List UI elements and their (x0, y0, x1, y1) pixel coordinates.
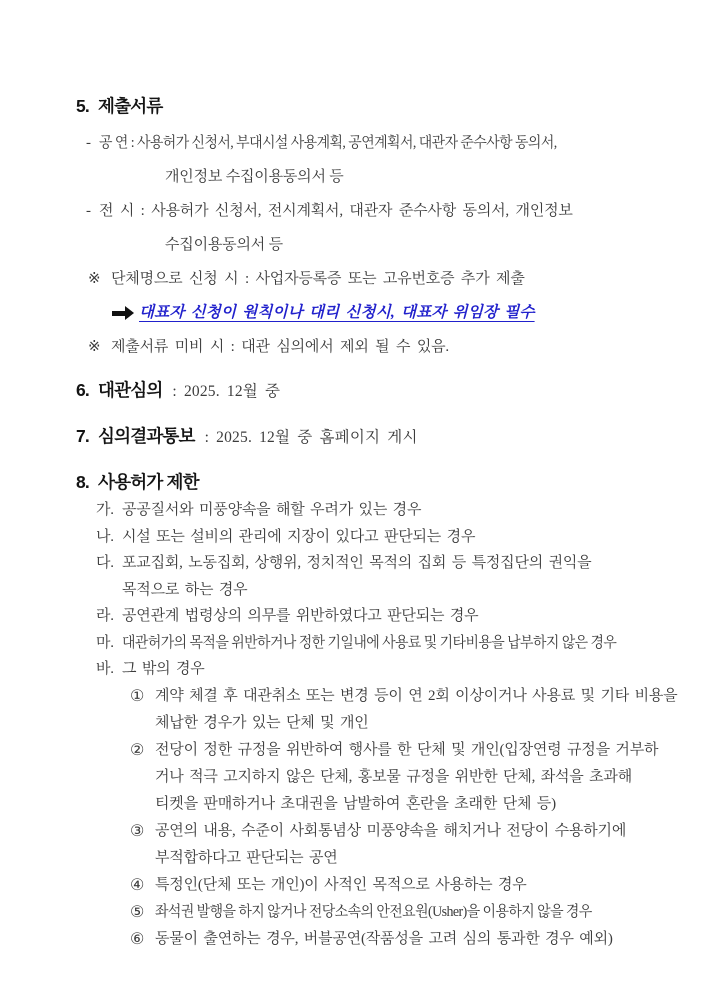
list-item (96, 603, 679, 630)
list-item (130, 872, 679, 899)
performance-docs-line1: 공 연 : 사용허가 신청서, 부대시설 사용계획, 공연계획서, 대관자 준수사항 동의서, (99, 135, 557, 151)
list-item (130, 899, 679, 926)
list-item (96, 497, 679, 524)
section-result-notice-heading (76, 424, 679, 450)
arrow-note-row (110, 296, 679, 330)
reference-mark-icon: ※ (88, 339, 101, 355)
note-missing-docs-text: 제출서류 미비 시 : 대관 심의에서 제외 될 수 있음. (111, 339, 449, 355)
dash-bullet: - (86, 135, 91, 151)
note-group-apply (88, 262, 679, 296)
item-text: 체납한 경우가 있는 단체 및 개인 (155, 714, 369, 731)
representative-delegation-note: 대표자 신청이 원칙이나 대리 신청시, 대표자 위임장 필수 (139, 304, 535, 321)
item-marker: 가. (96, 502, 114, 518)
item-text: 대관허가의 목적을 위반하거나 정한 기일내에 사용료 및 기타비용을 납부하지 않은 경우 (122, 634, 617, 651)
item-marker: ① (130, 687, 145, 705)
section-number: 8. (76, 472, 89, 492)
list-item (130, 683, 679, 737)
section-review-heading (76, 378, 679, 404)
list-item (130, 818, 679, 872)
item-marker: ③ (130, 822, 145, 840)
list-item (96, 656, 679, 683)
result-notice-value: 2025. 12월 중 홈페이지 게시 (216, 429, 418, 446)
item-marker: 마. (96, 634, 114, 651)
list-item (130, 737, 679, 818)
item-text: 부적합하다고 판단되는 공연 (155, 849, 338, 866)
review-schedule-value: 2025. 12월 중 (183, 383, 281, 400)
item-marker: 나. (96, 528, 114, 545)
section-result-notice (76, 424, 679, 450)
item-marker: ② (130, 741, 145, 759)
separator: : (204, 429, 209, 446)
section-review (76, 378, 679, 404)
exhibition-docs-row (86, 194, 679, 228)
item-text: 공공질서와 미풍양속을 해할 우려가 있는 경우 (122, 502, 422, 518)
section-documents (76, 94, 679, 364)
restriction-subitems (130, 683, 679, 953)
separator: : (172, 383, 176, 400)
item-marker: 다. (96, 555, 114, 571)
exhibition-docs-line1: 전 시 : 사용허가 신청서, 전시계획서, 대관자 준수사항 동의서, 개인정보 (99, 203, 573, 219)
item-marker: ⑤ (130, 903, 145, 921)
note-missing-docs (88, 330, 679, 364)
item-text: 티켓을 판매하거나 초대권을 남발하여 혼란을 초래한 단체 등) (155, 795, 556, 812)
section-restrictions-heading (76, 470, 679, 494)
documents-list (76, 126, 679, 262)
section-title: 심의결과통보 (98, 426, 195, 446)
section-title: 사용허가 제한 (98, 472, 199, 492)
item-text: 전당이 정한 규정을 위반하여 행사를 한 단체 및 개인(입장연령 규정을 거부하 (155, 741, 659, 758)
section-documents-heading (76, 94, 679, 118)
section-title: 대관심의 (98, 380, 163, 400)
item-text: 동물이 출연하는 경우, 버블공연(작품성을 고려 심의 통과한 경우 예외) (155, 930, 613, 947)
item-text: 거나 적극 고지하지 않은 단체, 홍보물 규정을 위반한 단체, 좌석을 초과해 (155, 768, 633, 785)
section-number: 7. (76, 426, 89, 446)
section-number: 6. (76, 380, 89, 400)
item-text: 좌석권 발행을 하지 않거나 전당소속의 안전요원(Usher)을 이용하지 않을 경우 (155, 903, 592, 920)
section-title: 제출서류 (98, 96, 163, 116)
item-text: 공연의 내용, 수준이 사회통념상 미풍양속을 해치거나 전당이 수용하기에 (155, 822, 627, 839)
item-text: 특정인(단체 또는 개인)이 사적인 목적으로 사용하는 경우 (155, 876, 527, 893)
section-restrictions (76, 470, 679, 953)
performance-docs-row (86, 126, 679, 160)
list-item (96, 550, 679, 603)
list-item (96, 524, 679, 551)
item-text: 그 밖의 경우 (122, 661, 205, 677)
restriction-items (96, 497, 679, 953)
item-marker: 라. (96, 608, 114, 624)
arrow-right-icon (112, 311, 125, 316)
item-marker: ⑥ (130, 930, 145, 948)
dash-bullet: - (86, 203, 91, 219)
note-group-apply-text: 단체명으로 신청 시 : 사업자등록증 또는 고유번호증 추가 제출 (111, 271, 525, 287)
item-marker: 바. (96, 661, 114, 677)
item-text: 목적으로 하는 경우 (122, 581, 248, 598)
item-text: 시설 또는 설비의 관리에 지장이 있다고 판단되는 경우 (122, 528, 476, 545)
performance-docs-line2: 개인정보 수집이용동의서 등 (165, 169, 344, 185)
reference-mark-icon: ※ (88, 271, 101, 287)
item-text: 계약 체결 후 대관취소 또는 변경 등이 연 2회 이상이거나 사용료 및 기타 비용을 (155, 687, 678, 704)
section-number: 5. (76, 96, 89, 116)
item-text: 포교집회, 노동집회, 상행위, 정치적인 목적의 집회 등 특정집단의 권익을 (122, 555, 592, 571)
exhibition-docs-line2: 수집이용동의서 등 (165, 237, 283, 253)
item-marker: ④ (130, 876, 145, 894)
list-item (130, 926, 679, 953)
list-item (96, 630, 679, 657)
item-text: 공연관계 법령상의 의무를 위반하였다고 판단되는 경우 (122, 608, 479, 624)
